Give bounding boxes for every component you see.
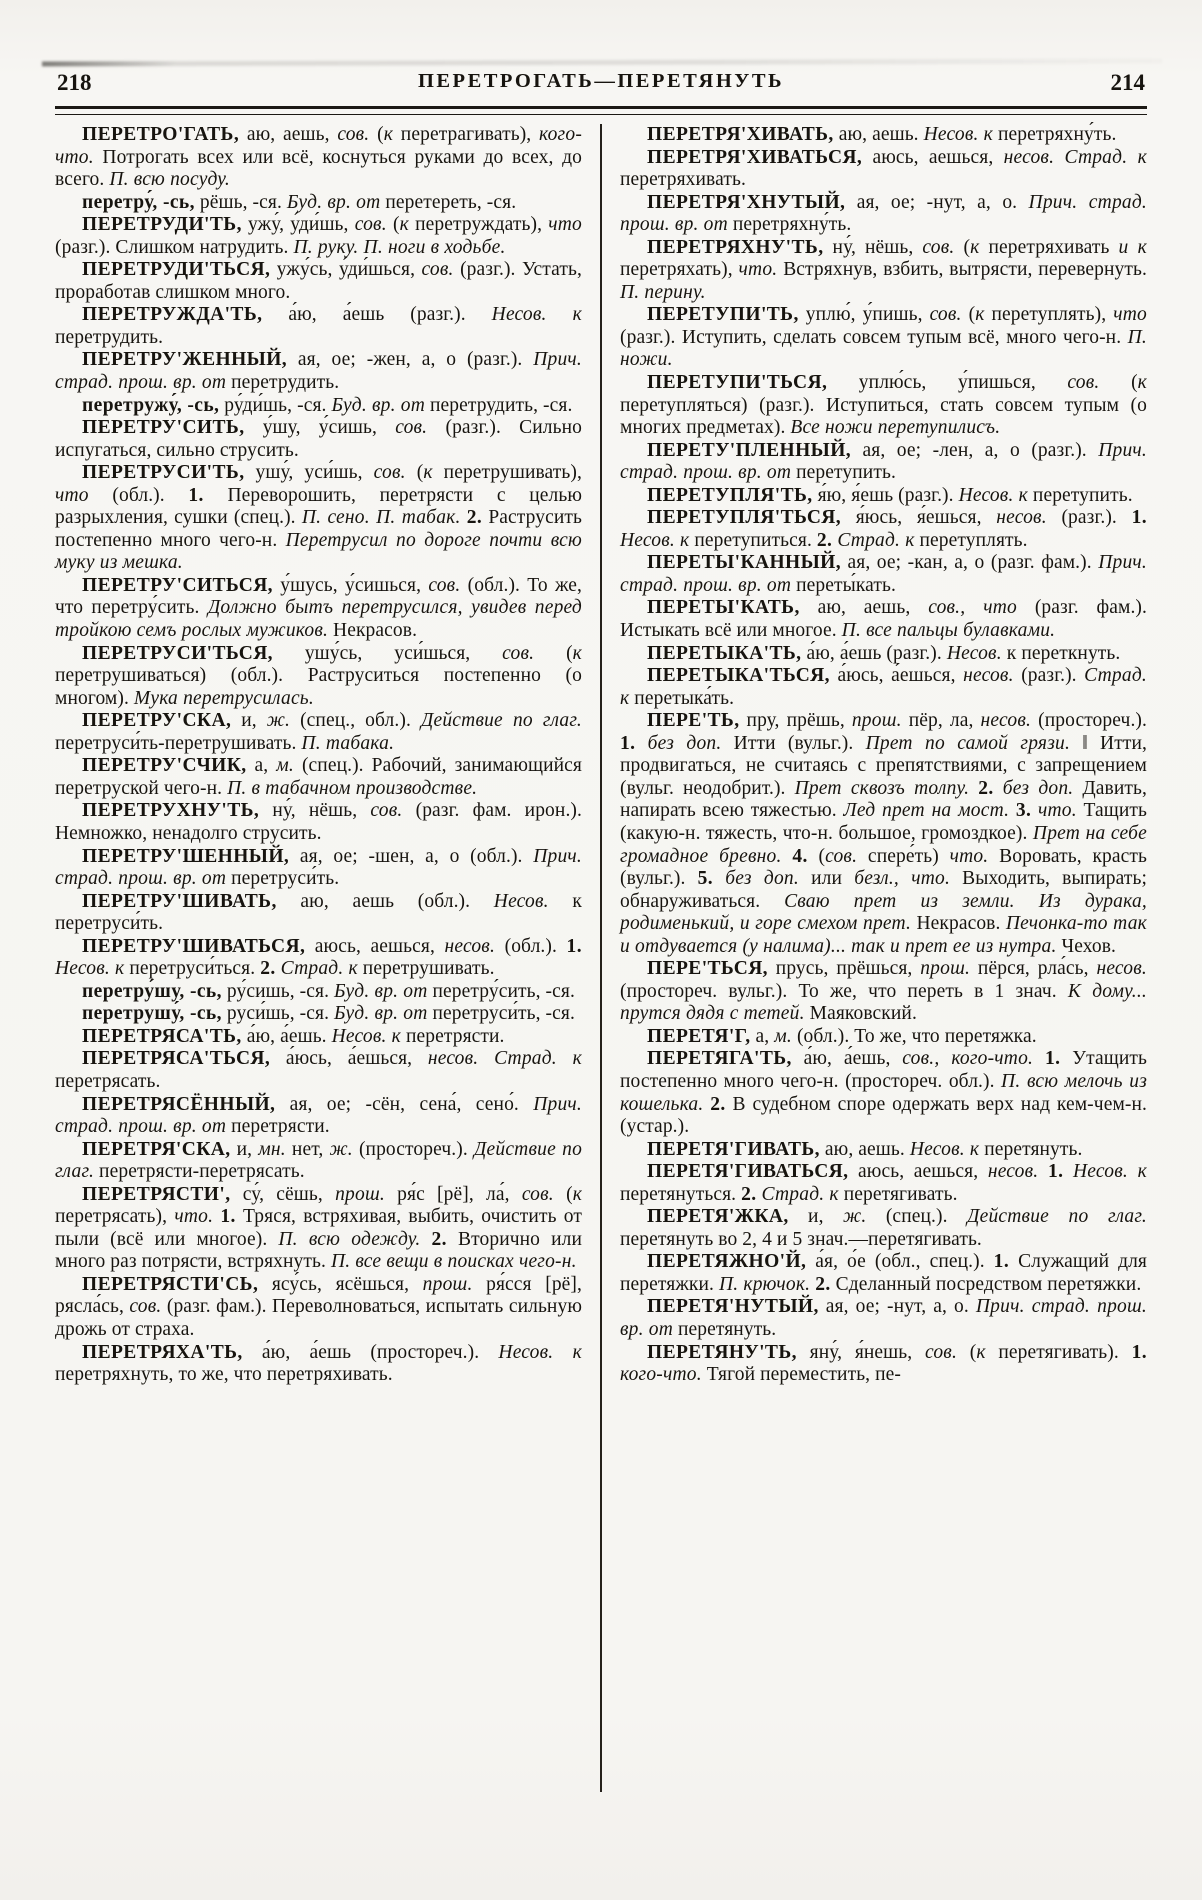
dictionary-entry: ПЕРЕТРУ'СИТЬСЯ, у́шусь, у́сишься, сов. (обл.). То же, что перетру́сить. Должно бытъ перетрусился, увидев перед тройкою семъ рослых мужиков. Некрасов. — [55, 574, 582, 642]
dictionary-entry: ПЕРЕТУПЛЯ'ТЬСЯ, я́юсь, я́ешься, несов. (разг.). 1. Несов. к перетупиться. 2. Страд. к перетуплять. — [620, 507, 1147, 551]
dictionary-entry: ПЕРЕТРУСИ'ТЬСЯ, ушу́сь, уси́шься, сов. (к перетрушиваться) (обл.). Раструситься постепенно (о многом). Мука перетрусилась. — [55, 642, 582, 709]
dictionary-entry: ПЕРЕТЯ'НУТЫЙ, ая, ое; -нут, а, о. Прич. страд. прош. вр. от перетянуть. — [620, 1296, 1147, 1340]
column-divider-rule — [600, 124, 602, 1792]
dictionary-entry: ПЕРЕТЫКА'ТЬ, а́ю, а́ешь (разг.). Несов. к переткнуть. — [647, 642, 1121, 664]
dictionary-entry: ПЕРЕТРЯ'ХНУТЫЙ, ая, ое; -нут, а, о. Прич. страд. прош. вр. от перетряхну́ть. — [620, 191, 1147, 236]
dictionary-entry: ПЕРЕТЯ'Г, а, м. (обл.). То же, что перетяжка. — [647, 1025, 1037, 1047]
dictionary-entry: ПЕРЕТРУ'ШИВАТЬ, аю, аешь (обл.). Несов. к перетруси́ть. — [55, 890, 582, 935]
dictionary-entry: ПЕРЕ'ТЬ, пру, прёшь, прош. пёр, ла, несов. (простореч.). 1. без доп. Итти (вульг.). Прет по самой грязи. ‖ Итти, продвигаться, не считаясь с препятствиями, с запрещением (вульг. неодобрит.). Прет сквозъ толпу. 2. без доп. Давить, напирать всею тяжестью. Лед прет на мост. 3. что. Тащить (какую-н. тяжесть, что-н. большое, громоздкое). Прет на себе громадное бревно. 4. (сов. спере́ть) что. Воровать, красть (вульг.). 5. без доп. или безл., что. Выходить, выпирать; обнаруживаться. Сваю прет из земли. Из дурака, родименький, и горе смехом прет. Некрасов. Печонка-то так и отдувается (у налима)... так и прет ее из нутра. Чехов. — [620, 710, 1148, 957]
dictionary-entry: ПЕРЕТРУ'СИТЬ, у́шу, у́сишь, сов. (разг.). Сильно испугаться, сильно струсить. — [55, 417, 582, 461]
dictionary-entry: ПЕРЕТЫ'КАТЬ, аю, аешь, сов., что (разг. фам.). Истыкать всё или многое. П. все пальцы булавками. — [620, 597, 1147, 642]
dictionary-entry: ПЕРЕТЯ'ГИВАТЬ, аю, аешь. Несов. к перетянуть. — [647, 1138, 1083, 1160]
dictionary-entry: ПЕРЕТЫ'КАННЫЙ, ая, ое; -кан, а, о (разг. фам.). Прич. страд. прош. вр. от переты́кать. — [620, 552, 1147, 596]
dictionary-entry: ПЕРЕТРЯХНУ'ТЬ, ну́, нёшь, сов. (к перетряхивать и к перетряхать), что. Встряхнув, взбить, вытрясти, перевернуть. П. перину. — [620, 236, 1147, 303]
dictionary-entry: ПЕРЕТРЯХА'ТЬ, а́ю, а́ешь (простореч.). Несов. к перетряхнуть, то же, что перетряхивать. — [55, 1341, 582, 1386]
dictionary-entry: ПЕРЕТРУДИ'ТЬСЯ, ужу́сь, у́ди́шься, сов. (разг.). Устать, проработав слишком много. — [55, 259, 582, 303]
header-double-rule — [55, 106, 1147, 115]
dictionary-entry: перетру́шу, -сь, ру́сишь, -ся. Буд. вр. от перетру́сить, -ся. — [82, 980, 575, 1002]
dictionary-entry: ПЕРЕТРУ'ЖЕННЫЙ, ая, ое; -жен, а, о (разг.). Прич. страд. прош. вр. от перетрудить. — [55, 349, 582, 394]
dictionary-entry: ПЕРЕТЯГА'ТЬ, а́ю, а́ешь, сов., кого-что. 1. Утащить постепенно много чего-н. (простореч. обл.). П. всю мелочь из кошелька. 2. В судебном споре одержать верх над кем-чем-н. (устар.). — [620, 1048, 1148, 1138]
right-page-number: 214 — [1110, 70, 1145, 95]
left-page-number: 218 — [57, 70, 92, 95]
dictionary-entry: ПЕРЕТУПИ'ТЬ, уплю́, у́пишь, сов. (к перетуплять), что (разг.). Иступить, сделать совсем тупым всё, много чего-н. П. ножи. — [620, 304, 1147, 371]
dictionary-entry: ПЕРЕТРУЖДА'ТЬ, а́ю, а́ешь (разг.). Несов. к перетрудить. — [55, 304, 582, 348]
dictionary-entry: ПЕРЕТРЯ'ХИВАТЬСЯ, аюсь, аешься, несов. Страд. к перетряхивать. — [620, 146, 1147, 191]
dictionary-entry: ПЕРЕТРЯСТИ', су́, сёшь, прош. ря́с [рё], ла́, сов. (к перетрясать), что. 1. Тряся, встряхивая, выбить, очистить от пыли (всё или многое). П. всю одежду. 2. Вторично или много раз потрясти, встряхнуть. П. все вещи в поисках чего-н. — [55, 1183, 583, 1273]
dictionary-entry: ПЕРЕТУ'ПЛЕННЫЙ, ая, ое; -лен, а, о (разг.). Прич. страд. прош. вр. от перетупить. — [620, 439, 1147, 484]
dictionary-entry: ПЕРЕТЯ'ЖКА, и, ж. (спец.). Действие по глаг. перетянуть во 2, 4 и 5 знач.—перетягивать. — [620, 1206, 1148, 1250]
text-columns — [55, 124, 1147, 1792]
dictionary-entry: ПЕРЕТРУДИ'ТЬ, ужу́, у́ди́шь, сов. (к перетруждать), что (разг.). Слишком натрудить. П. руку. П. ноги в ходьбе. — [55, 214, 583, 258]
right-column — [620, 124, 1147, 1792]
dictionary-entry: ПЕРЕТРУ'СКА, и, ж. (спец., обл.). Действие по глаг. перетруси́ть-перетрушивать. П. табака. — [55, 710, 583, 754]
dictionary-entry: ПЕРЕТРЯ'ХИВАТЬ, аю, аешь. Несов. к перетряхну́ть. — [647, 124, 1117, 145]
dictionary-entry: ПЕРЕТЯЖНО'Й, а́я, о́е (обл., спец.). 1. Служащий для перетяжки. П. крючок. 2. Сделанный посредством перетяжки. — [620, 1251, 1147, 1295]
dictionary-entry: ПЕРЕТРУ'ШИВАТЬСЯ, аюсь, аешься, несов. (обл.). 1. Несов. к перетруси́ться. 2. Страд. к перетрушивать. — [55, 935, 582, 980]
dictionary-entry: перетру́, -сь, рёшь, -ся. Буд. вр. от перетереть, -ся. — [82, 191, 517, 213]
dictionary-entry: ПЕРЕТРЯСА'ТЬ, а́ю, а́ешь. Несов. к перетрясти. — [82, 1025, 505, 1047]
dictionary-entry: ПЕРЕТУПИ'ТЬСЯ, уплю́сь, у́пишься, сов. (к перетупляться) (разг.). Иступиться, стать совсем тупым (о многих предметах). Все ножи перетупилисъ. — [620, 372, 1147, 439]
dictionary-entry: ПЕРЕТРУСИ'ТЬ, ушу́, уси́шь, сов. (к перетрушивать), что (обл.). 1. Переворошить, перетрясти с целью разрыхления, сушки (спец.). П. сено. П. табак. 2. Раструсить постепенно много чего-н. Перетрусил по дороге почти всю муку из мешка. — [55, 462, 583, 574]
dictionary-entry: ПЕРЕТРЯСА'ТЬСЯ, а́юсь, а́ешься, несов. Страд. к перетрясать. — [55, 1048, 582, 1092]
dictionary-entry: ПЕРЕТЫКА'ТЬСЯ, а́юсь, а́ешься, несов. (разг.). Страд. к перетыка́ть. — [620, 665, 1147, 709]
dictionary-entry: ПЕРЕТРЯ'СКА, и, мн. нет, ж. (простореч.). Действие по глаг. перетрясти-перетрясать. — [55, 1138, 583, 1183]
dictionary-entry: перетрушу́, -сь, руси́шь, -ся. Буд. вр. от перетруси́ть, -ся. — [82, 1003, 575, 1025]
dictionary-entry: ПЕРЕТЯ'ГИВАТЬСЯ, аюсь, аешься, несов. 1. Несов. к перетянуться. 2. Страд. к перетягивать. — [620, 1161, 1147, 1205]
left-column — [55, 124, 582, 1792]
dictionary-entry: ПЕРЕТРУ'ШЕННЫЙ, ая, ое; -шен, а, о (обл.). Прич. страд. прош. вр. от перетруси́ть. — [55, 845, 582, 890]
dictionary-entry: ПЕРЕТРУ'СЧИК, а, м. (спец.). Рабочий, занимающийся перетруской чего-н. П. в табачном производстве. — [55, 755, 582, 799]
dictionary-entry: ПЕРЕТУПЛЯ'ТЬ, я́ю, я́ешь (разг.). Несов. к перетупить. — [647, 484, 1133, 506]
dictionary-entry: ПЕРЕ'ТЬСЯ, прусь, прёшься, прош. пёрся, рла́сь, несов. (простореч. вульг.). То же, что переть в 1 знач. К дому... прутся дядя с тетей. Маяковский. — [620, 958, 1147, 1025]
scan-shadow-artifact — [42, 59, 1162, 67]
dictionary-entry: ПЕРЕТРО'ГАТЬ, аю, аешь, сов. (к перетрагивать), кого-что. Потрогать всех или всё, коснуться руками до всех, до всего. П. всю посуду. — [55, 124, 583, 191]
running-title: ПЕРЕТРОГАТЬ—ПЕРЕТЯНУТЬ — [417, 70, 785, 92]
dictionary-entry: ПЕРЕТРУХНУ'ТЬ, ну́, нёшь, сов. (разг. фам. ирон.). Немножко, ненадолго струсить. — [55, 800, 582, 844]
dictionary-entry: ПЕРЕТЯНУ'ТЬ, яну́, я́нешь, сов. (к перетягивать). 1. кого-что. Тягой переместить, пе- — [620, 1341, 1147, 1386]
dictionary-entry: перетружу́, -сь, ру́ди́шь, -ся. Буд. вр. от перетрудить, -ся. — [82, 394, 573, 416]
running-header — [57, 70, 1145, 96]
dictionary-entry: ПЕРЕТРЯСТИ'СЬ, ясу́сь, ясёшься, прош. ря́сся [рё], рясла́сь, сов. (разг. фам.). Переволноваться, испытать сильную дрожь от страха. — [55, 1273, 582, 1340]
dictionary-entry: ПЕРЕТРЯСЁННЫЙ, ая, ое; -сён, сена́, сено́. Прич. страд. прош. вр. от перетрясти. — [55, 1093, 582, 1138]
